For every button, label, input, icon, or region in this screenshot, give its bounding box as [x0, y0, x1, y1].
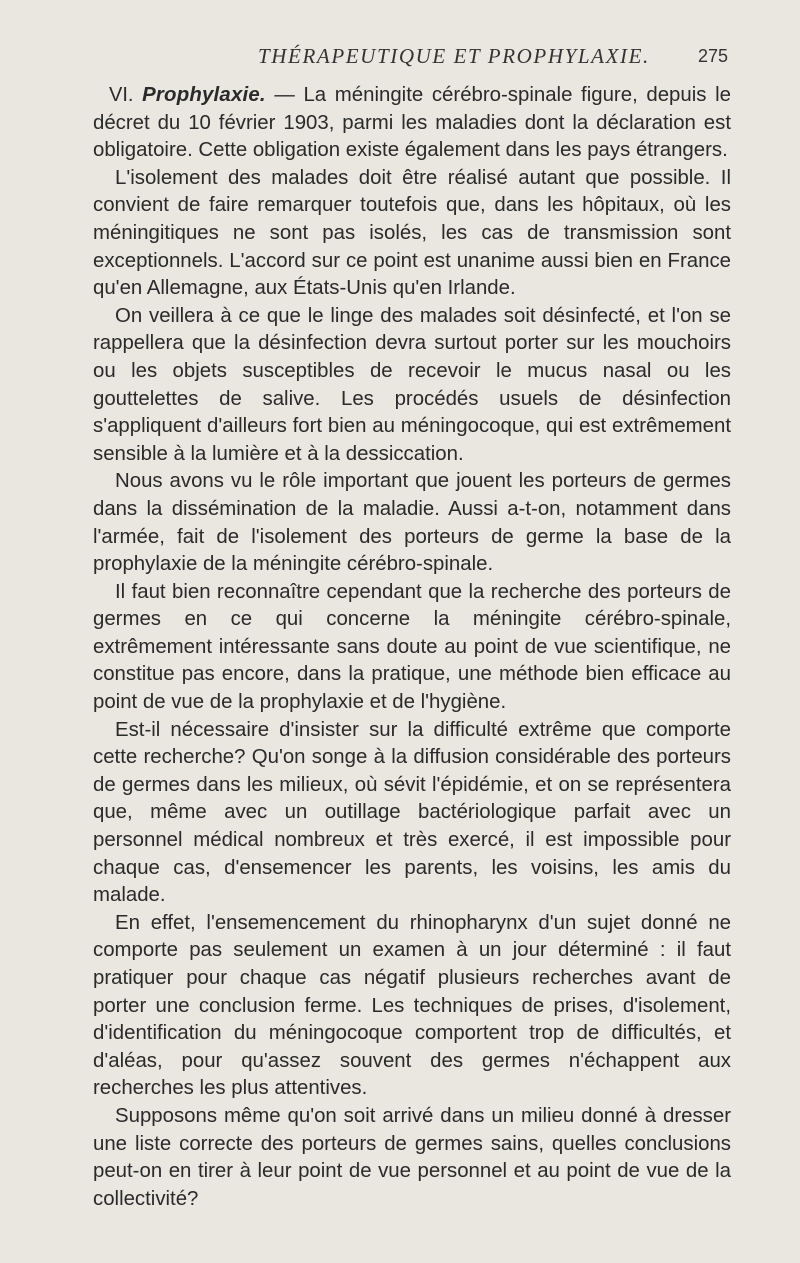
paragraph: En effet, l'ensemencement du rhinopharynx d'un sujet donné ne comporte pas seulement un examen à un jour déterminé : il faut pratiquer pour chaque cas négatif plusieurs recherches avant de porter une conclusion ferme. Les techniques de prises, d'isolement, d'identification du méningocoque comportent trop de difficultés, et d'aléas, pour qu'assez souvent des germes n'échappent aux recherches les plus attentives.	[93, 911, 731, 1100]
section-number: VI.	[109, 84, 134, 106]
paragraph: L'isolement des malades doit être réalisé autant que possible. Il convient de faire remarquer toutefois que, dans les hôpitaux, où les méningitiques ne sont pas isolés, les cas de transmission sont exceptionnels. L'accord sur ce point est unanime aussi bien en France qu'en Allemagne, aux États-Unis qu'en Irlande.	[93, 166, 731, 300]
section-heading: Prophylaxie.	[142, 84, 266, 106]
paragraph: On veillera à ce que le linge des malades soit désinfecté, et l'on se rappellera que la désinfection devra surtout porter sur les mouchoirs ou les objets susceptibles de recevoir le mucus nasal ou les gouttelettes de salive. Les procédés usuels de désinfection s'appliquent d'ailleurs fort bien au méningocoque, qui est extrêmement sensible à la lumière et à la dessiccation.	[93, 304, 731, 465]
paragraph: Est-il nécessaire d'insister sur la difficulté extrême que comporte cette recherche? Qu'on songe à la diffusion considérable des porteurs de germes dans les milieux, où sévit l'épidémie, et on se représentera que, même avec un outillage bactériologique parfait avec un personnel médical nombreux et très exercé, il est impossible pour chaque cas, d'ensemencer les parents, les voisins, les amis du malade.	[93, 718, 731, 907]
section-intro-text: — La méningite cérébro-spinale figure, depuis le décret du 10 février 1903, parmi les maladies dont la déclaration est obligatoire. Cette obligation existe également dans les pays étrangers.	[93, 84, 731, 162]
page-header	[0, 44, 800, 74]
paragraph: Supposons même qu'on soit arrivé dans un milieu donné à dresser une liste correcte des porteurs de germes sains, quelles conclusions peut-on en tirer à leur point de vue personnel et au point de vue de la collectivité?	[93, 1104, 731, 1210]
body-text	[93, 82, 731, 1213]
running-title: THÉRAPEUTIQUE ET PROPHYLAXIE.	[258, 44, 650, 68]
section-intro-paragraph	[93, 82, 731, 165]
paragraph: Nous avons vu le rôle important que jouent les porteurs de germes dans la dissémination de la maladie. Aussi a-t-on, notamment dans l'armée, fait de l'isolement des porteurs de germe la base de la prophylaxie de la méningite cérébro-spinale.	[93, 470, 731, 576]
paragraph: Il faut bien reconnaître cependant que la recherche des porteurs de germes en ce qui concerne la méningite cérébro-spinale, extrêmement intéressante sans doute au point de vue scientifique, ne constitue pas encore, dans la pratique, une méthode bien efficace au point de vue de la prophylaxie et de l'hygiène.	[93, 580, 731, 714]
page-number: 275	[698, 46, 729, 66]
